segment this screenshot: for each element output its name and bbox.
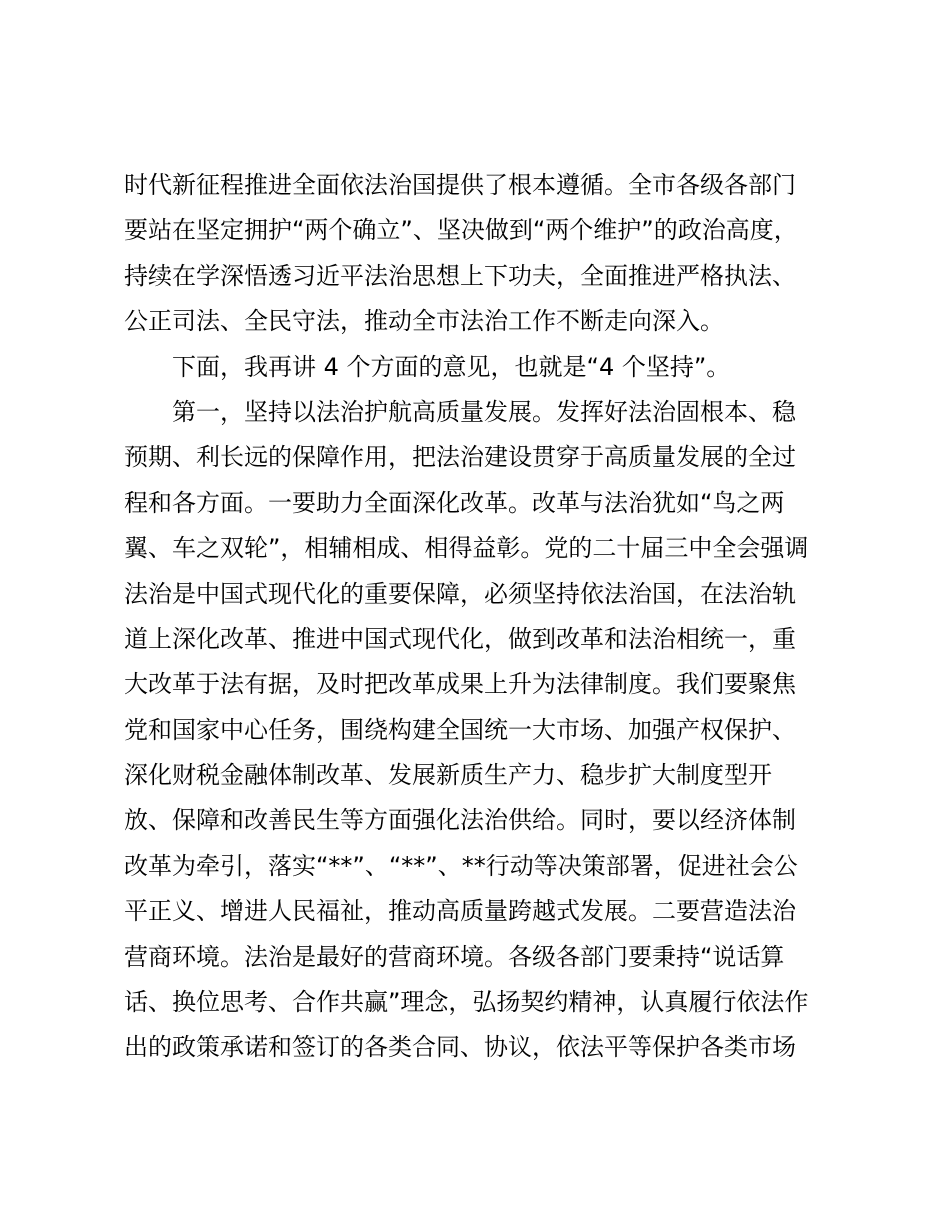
text-line: 出的政策承诺和签订的各类合同、协议，依法平等保护各类市场 — [124, 1033, 796, 1062]
text-line: 下面，我再讲 4 个方面的意见，也就是“4 个坚持”。 — [172, 352, 731, 381]
text-line: 大改革于法有据，及时把改革成果上升为法律制度。我们要聚焦 — [124, 670, 796, 699]
text-line: 营商环境。法治是最好的营商环境。各级各部门要秉持“说话算 — [124, 942, 785, 971]
text-line: 法治是中国式现代化的重要保障，必须坚持依法治国，在法治轨 — [124, 579, 796, 608]
text-line: 深化财税金融体制改革、发展新质生产力、稳步扩大制度型开 — [124, 761, 772, 790]
text-line: 道上深化改革、推进中国式现代化，做到改革和法治相统一，重 — [124, 624, 796, 653]
text-line: 预期、利长远的保障作用，把法治建设贯穿于高质量发展的全过 — [124, 443, 796, 472]
text-line: 要站在坚定拥护“两个确立”、坚决做到“两个维护”的政治高度， — [124, 216, 798, 245]
text-line: 改革为牵引，落实“**”、“**”、**行动等决策部署，促进社会公 — [124, 851, 798, 880]
text-line: 时代新征程推进全面依法治国提供了根本遵循。全市各级各部门 — [124, 171, 796, 199]
text-line: 平正义、增进人民福祉，推动高质量跨越式发展。二要营造法治 — [124, 897, 796, 926]
document-body — [124, 163, 839, 1071]
text-line: 翼、车之双轮”，相辅相成、相得益彰。党的二十届三中全会强调 — [124, 534, 809, 563]
text-line: 第一，坚持以法治护航高质量发展。发挥好法治固根本、稳 — [172, 397, 796, 426]
text-line: 公正司法、全民守法，推动全市法治工作不断走向深入。 — [124, 307, 724, 336]
text-line: 放、保障和改善民生等方面强化法治供给。同时，要以经济体制 — [124, 806, 796, 835]
text-line: 党和国家中心任务，围绕构建全国统一大市场、加强产权保护、 — [124, 715, 796, 744]
text-line: 持续在学深悟透习近平法治思想上下功夫，全面推进严格执法、 — [124, 261, 796, 290]
text-line: 话、换位思考、合作共赢”理念，弘扬契约精神，认真履行依法作 — [124, 988, 809, 1017]
text-line: 程和各方面。一要助力全面深化改革。改革与法治犹如“鸟之两 — [124, 488, 785, 517]
